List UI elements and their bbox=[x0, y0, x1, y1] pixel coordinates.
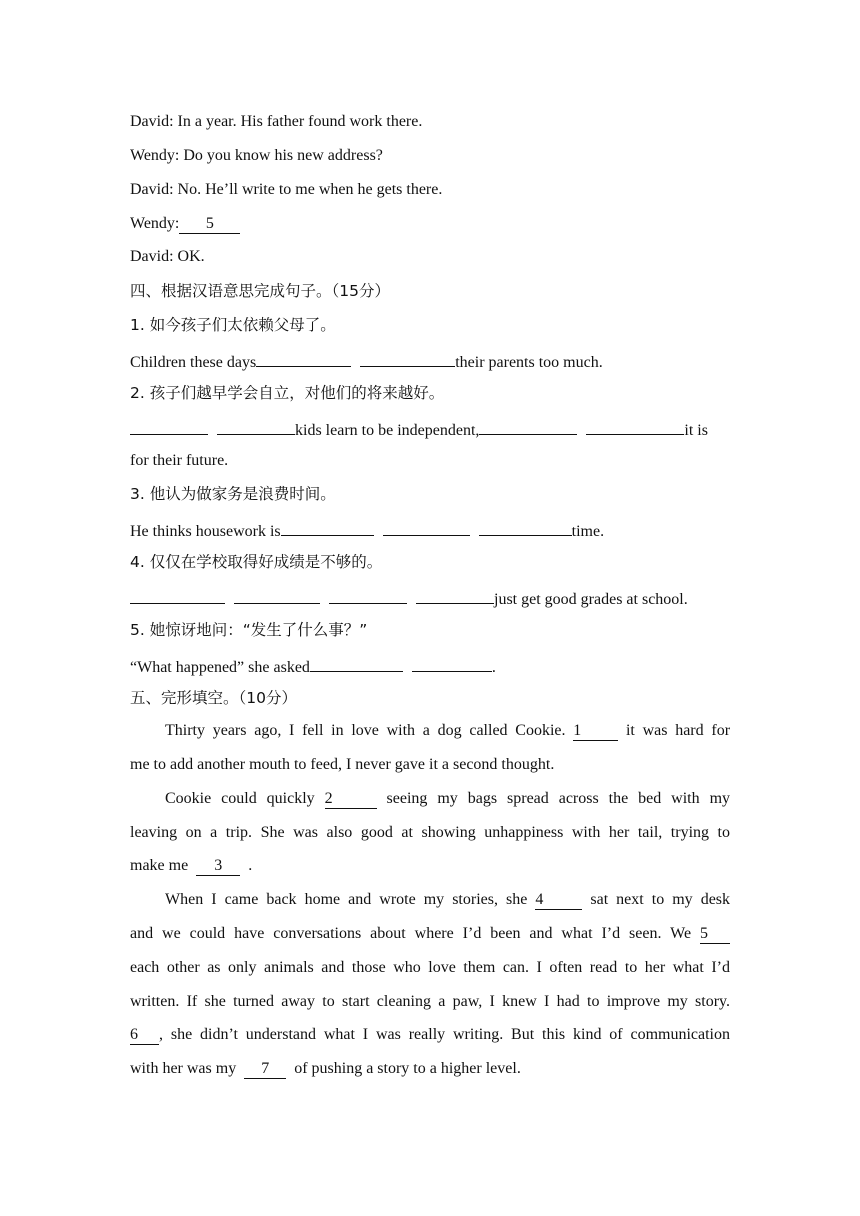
passage-text: of pushing a story to a higher level. bbox=[294, 1060, 521, 1077]
answer-line bbox=[130, 654, 730, 678]
passage-text: Cookie could quickly bbox=[165, 790, 315, 807]
blank[interactable] bbox=[360, 349, 455, 367]
passage-text: , she didn’t understand what I was really writing. But this kind of communication bbox=[159, 1026, 730, 1043]
blank[interactable] bbox=[130, 586, 225, 604]
passage-line: written. If she turned away to start cleaning a paw, I knew I had to improve my story. bbox=[130, 993, 730, 1010]
answer-line bbox=[130, 417, 730, 441]
blank[interactable] bbox=[256, 349, 351, 367]
answer-line bbox=[130, 518, 730, 542]
passage-text: it was hard for bbox=[625, 722, 731, 739]
dialogue-blank-line bbox=[130, 214, 730, 234]
passage-line bbox=[130, 1025, 730, 1045]
answer-text: time. bbox=[571, 523, 605, 540]
passage-text: and we could have conversations about where I’d been and what I’d seen. We bbox=[130, 925, 692, 942]
question-chinese: 3. 他认为做家务是浪费时间。 bbox=[130, 485, 336, 503]
passage-text: make me bbox=[130, 857, 189, 874]
passage-line bbox=[165, 789, 730, 809]
answer-text: kids learn to be independent, bbox=[295, 422, 480, 439]
blank-number-1[interactable]: 1 bbox=[573, 722, 618, 741]
passage-line bbox=[165, 721, 730, 741]
answer-line bbox=[130, 586, 730, 610]
dialogue-line: David: In a year. His father found work there. bbox=[130, 113, 423, 130]
blank[interactable] bbox=[281, 518, 374, 536]
answer-line bbox=[130, 349, 730, 373]
blank[interactable] bbox=[234, 586, 320, 604]
passage-text: seeing my bags spread across the bed with my bbox=[386, 790, 731, 807]
question-chinese: 5. 她惊讶地问：“发生了什么事？” bbox=[130, 621, 368, 639]
answer-text: just get good grades at school. bbox=[494, 591, 688, 608]
blank[interactable] bbox=[383, 518, 470, 536]
passage-text: . bbox=[248, 857, 253, 874]
blank-number-4[interactable]: 4 bbox=[535, 891, 582, 910]
question-chinese: 1. 如今孩子们太依赖父母了。 bbox=[130, 316, 336, 334]
blank-number-5[interactable]: 5 bbox=[700, 925, 730, 944]
passage-line bbox=[165, 890, 730, 910]
blank-number-5[interactable]: 5 bbox=[179, 215, 240, 234]
passage-line: me to add another mouth to feed, I never gave it a second thought. bbox=[130, 756, 555, 773]
blank[interactable] bbox=[479, 518, 572, 536]
blank[interactable] bbox=[416, 586, 494, 604]
blank[interactable] bbox=[310, 654, 403, 672]
passage-line bbox=[130, 1059, 730, 1079]
blank[interactable] bbox=[329, 586, 407, 604]
blank-number-6[interactable]: 6 bbox=[130, 1026, 159, 1045]
passage-line: each other as only animals and those who love them can. I often read to her what I’d bbox=[130, 959, 730, 976]
passage-text: sat next to my desk bbox=[590, 891, 731, 908]
dialogue-line: David: OK. bbox=[130, 248, 205, 265]
dialogue-line: David: No. He’ll write to me when he gets there. bbox=[130, 181, 443, 198]
passage-text: with her was my bbox=[130, 1060, 237, 1077]
blank[interactable] bbox=[479, 417, 577, 435]
answer-text: . bbox=[491, 659, 496, 676]
passage-line bbox=[130, 924, 730, 944]
blank-number-2[interactable]: 2 bbox=[325, 790, 377, 809]
blank-number-7[interactable]: 7 bbox=[244, 1060, 286, 1079]
answer-text: “What happened” she asked bbox=[130, 659, 310, 676]
passage-text: When I came back home and wrote my stories, she bbox=[165, 891, 528, 908]
answer-text: He thinks housework is bbox=[130, 523, 281, 540]
section-heading: 五、完形填空。（10分） bbox=[130, 689, 297, 707]
answer-text: Children these days bbox=[130, 354, 257, 371]
answer-text: it is bbox=[684, 422, 708, 439]
blank[interactable] bbox=[586, 417, 684, 435]
blank[interactable] bbox=[412, 654, 492, 672]
blank[interactable] bbox=[130, 417, 208, 435]
question-chinese: 4. 仅仅在学校取得好成绩是不够的。 bbox=[130, 553, 383, 571]
answer-line-continued: for their future. bbox=[130, 452, 229, 469]
passage-line bbox=[130, 856, 730, 876]
blank-number-3[interactable]: 3 bbox=[196, 857, 240, 876]
speaker-label: Wendy: bbox=[130, 215, 180, 232]
section-heading: 四、根据汉语意思完成句子。（15分） bbox=[130, 282, 390, 300]
answer-text: their parents too much. bbox=[455, 354, 603, 371]
passage-text: Thirty years ago, I fell in love with a dog called Cookie. bbox=[165, 722, 566, 739]
question-chinese: 2. 孩子们越早学会自立，对他们的将来越好。 bbox=[130, 384, 445, 402]
passage-line: leaving on a trip. She was also good at showing unhappiness with her tail, trying to bbox=[130, 824, 730, 841]
dialogue-line: Wendy: Do you know his new address? bbox=[130, 147, 383, 164]
blank[interactable] bbox=[217, 417, 295, 435]
